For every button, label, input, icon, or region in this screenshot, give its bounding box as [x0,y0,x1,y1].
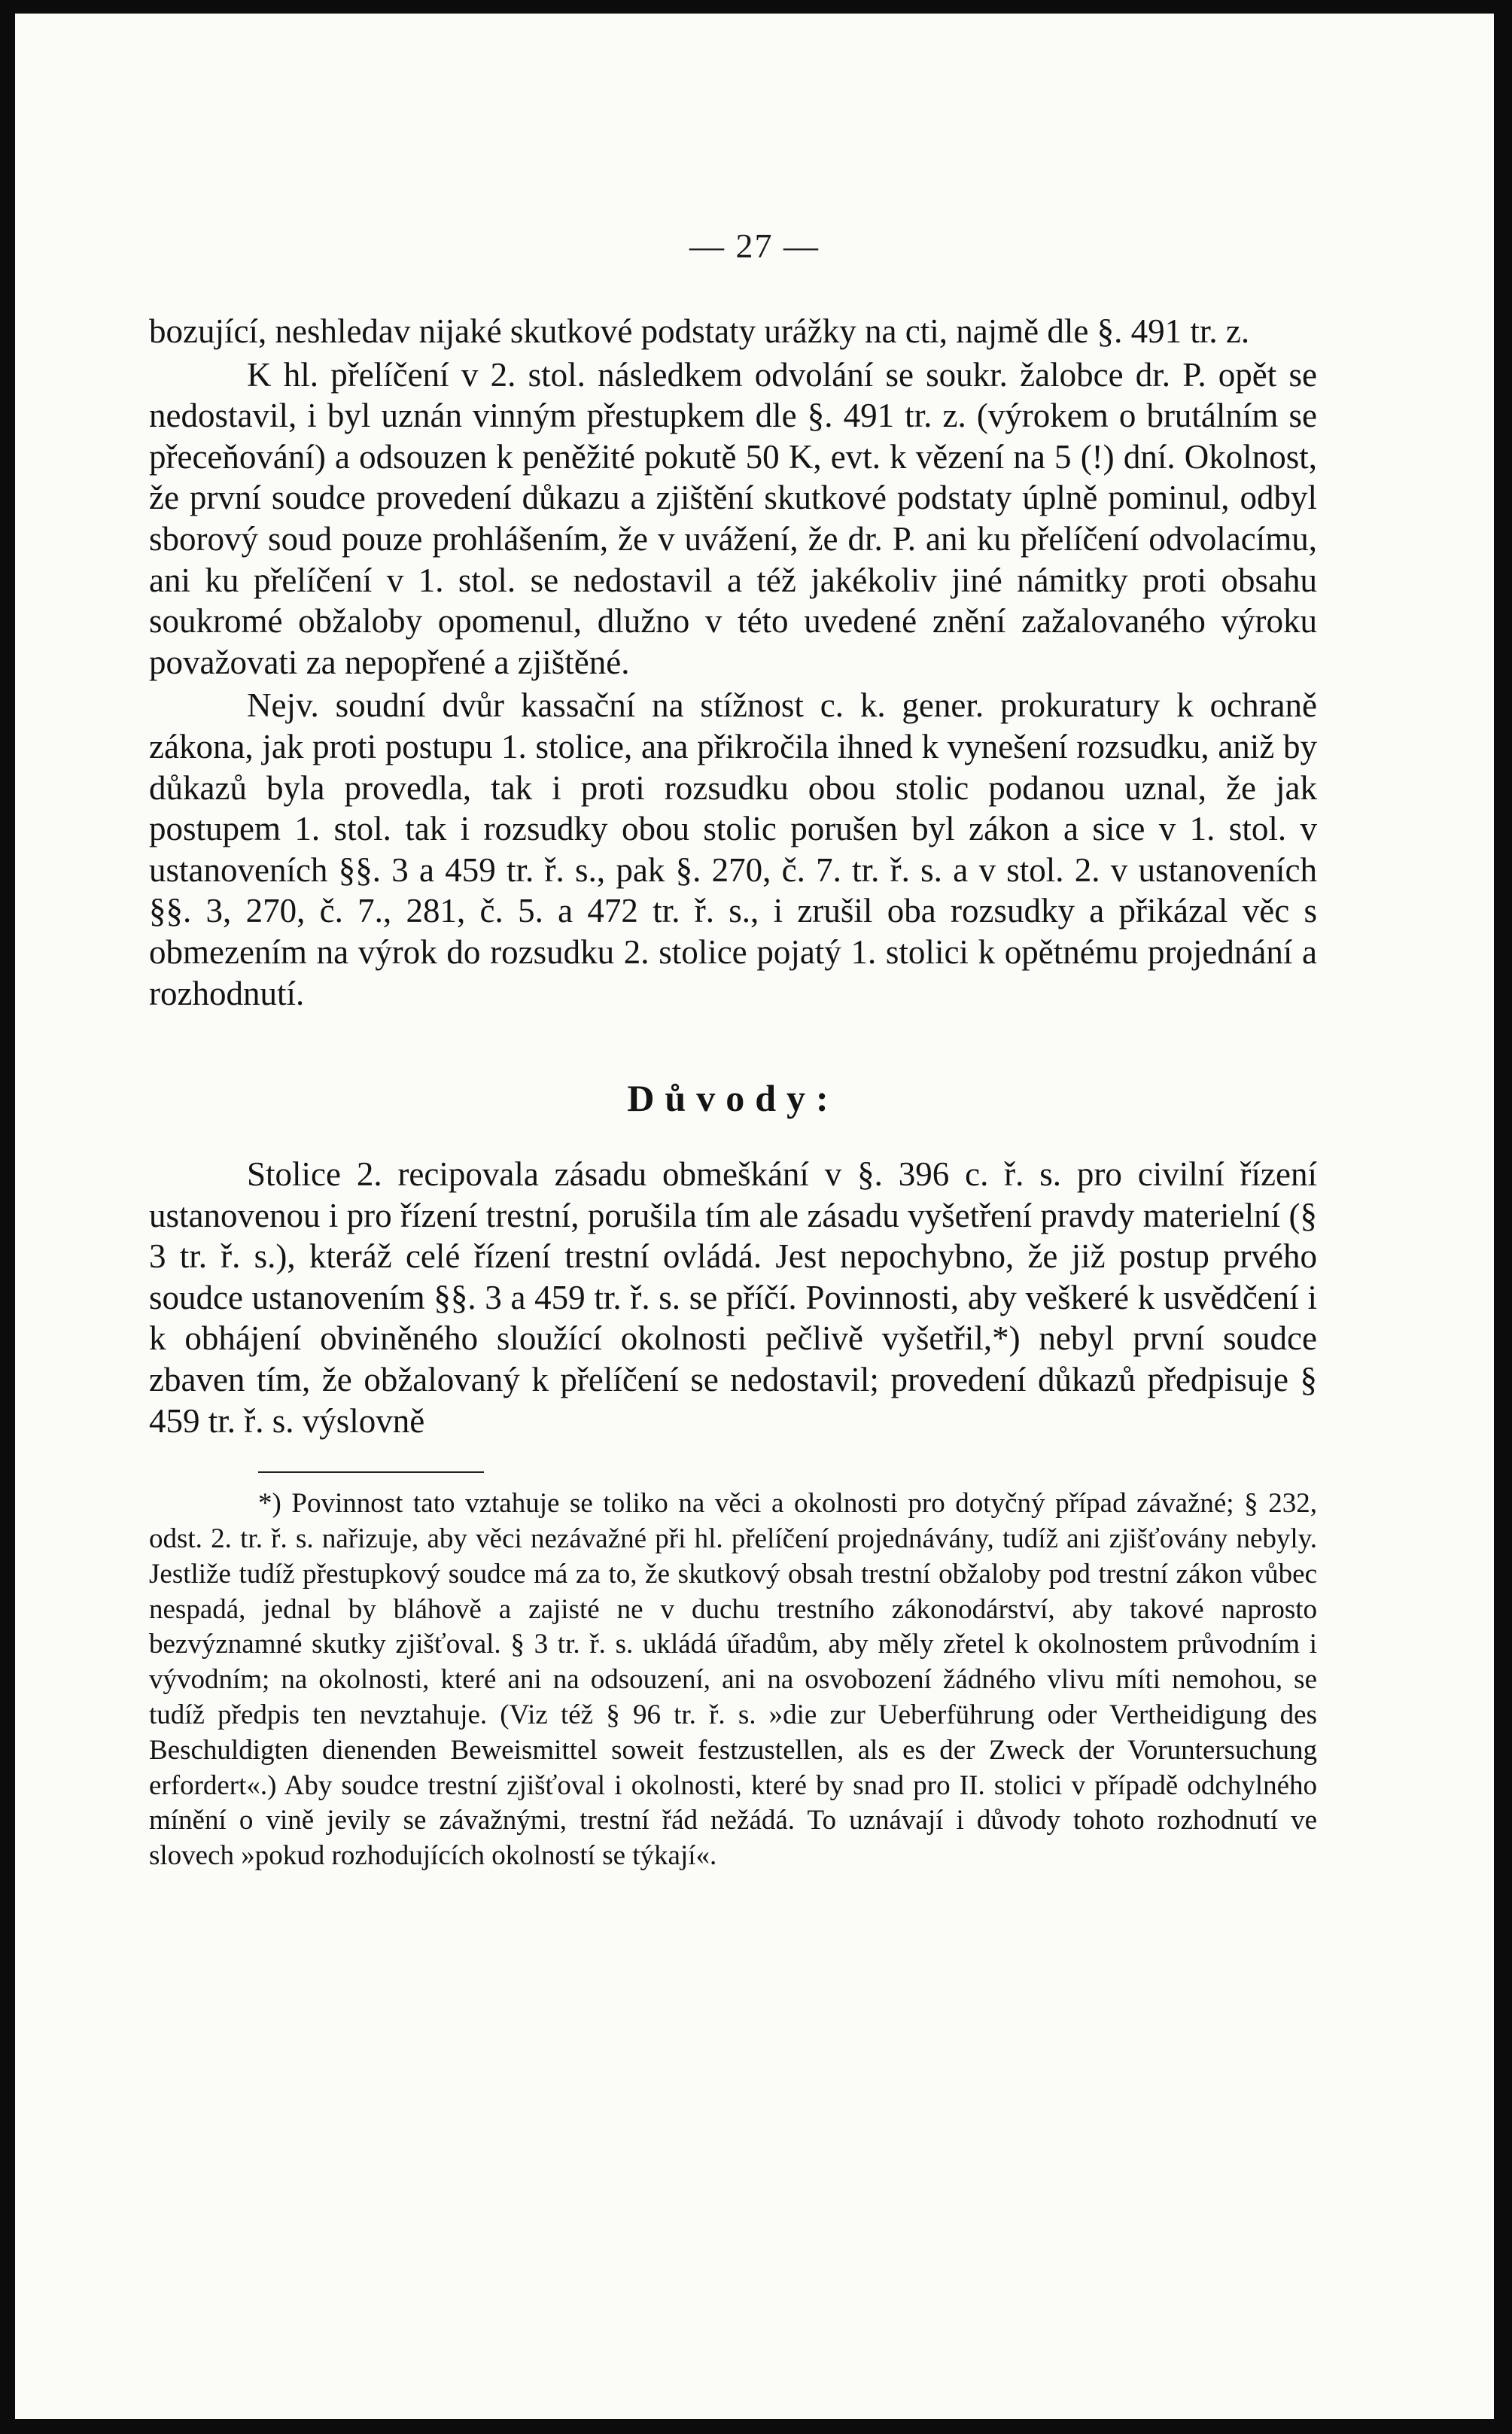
paragraph-court-decision: Nejv. soudní dvůr kassační na stížnost c. k. gener. prokuratury k ochraně zákona, jak proti postupu 1. stolice, ana přikročila ihned k vynešení rozsudku, aniž by důkazů byla provedla, tak i proti rozsudku obou stolic podanou uznal, že jak postupem 1. stol. tak i rozsudky obou stolic porušen byl zákon a sice v 1. stol. v ustanoveních §§. 3 a 459 tr. ř. s., pak §. 270, č. 7. tr. ř. s. a v stol. 2. v ustanoveních §§. 3, 270, č. 7., 281, č. 5. a 472 tr. ř. s., i zrušil oba rozsudky a přikázal věc s obmezením na výrok do rozsudku 2. stolice pojatý 1. stolici k opětnému projednání a rozhodnutí. [149,686,1317,1012]
paragraph-continuation: bozující, neshledav nijaké skutkové podstaty urážky na cti, najmě dle §. 491 tr. z. [149,312,1250,350]
paragraph-appeal-hearing: K hl. přelíčení v 2. stol. následkem odvolání se soukr. žalobce dr. P. opět se nedostavil, i byl uznán vinným přestupkem dle §. 491 tr. z. (výrokem o brutálním se přeceňování) a odsouzen k peněžité pokutě 50 K, evt. k vězení na 5 (!) dní. Okolnost, že první soudce provedení důkazu a zjištění skutkové podstaty úplně pominul, odbyl sborový soud pouze prohlášením, že v uvážení, že dr. P. ani ku přelíčení odvolacímu, ani ku přelíčení v 1. stol. se nedostavil a též jakékoliv jiné námitky proti obsahu soukromé obžaloby opomenul, dlužno v této uvedené znění zažalovaného výroku považovati za nepopřené a zjištěné. [149,355,1317,681]
document-page [15,14,1494,2419]
paragraph-reasons: Stolice 2. recipovala zásadu obmeškání v §. 396 c. ř. s. pro civilní řízení ustanovenou i pro řízení trestní, porušila tím ale zásadu vyšetření pravdy materielní (§ 3 tr. ř. s.), kteráž celé řízení trestní ovládá. Jest nepochybno, že již postup prvého soudce ustanovením §§. 3 a 459 tr. ř. s. se příčí. Povinnosti, aby veškeré k usvědčení i k obhájení obviněného sloužící okolnosti pečlivě vyšetřil,*) nebyl první soudce zbaven tím, že obžalovaný k přelíčení se nedostavil; provedení důkazů předpisuje § 459 tr. ř. s. výslovně [149,1155,1317,1440]
page-number: — 27 — [689,227,820,265]
body-text [149,311,1317,1874]
footnote-divider [258,1471,484,1473]
section-heading: Důvody: [627,1077,839,1120]
footnote: *) Povinnost tato vztahuje se toliko na věci a okolnosti pro dotyčný případ závažné; § 232, odst. 2. tr. ř. s. nařizuje, aby věci nezávažné při hl. přelíčení projednávány, tudíž ani zjišťovány nebyly. Jestliže tudíž přestupkový soudce má za to, že skutkový obsah trestní obžaloby pod trestní zákon vůbec nespadá, jednal by bláhově a zajisté ne v duchu trestního zákonodárství, aby takové naprosto bezvýznamné skutky zjišťoval. § 3 tr. ř. s. ukládá úřadům, aby měly zřetel k okolnostem průvodním i vývodním; na okolnosti, které ani na odsouzení, ani na osvobození žádného vlivu míti nemohou, se tudíž předpis ten nevztahuje. (Viz též § 96 tr. ř. s. »die zur Ueberführung oder Vertheidigung des Beschuldigten dienenden Beweismittel soweit festzustellen, als es der Zweck der Voruntersuchung erfordert«.) Aby soudce trestní zjišťoval i okolnosti, které by snad pro II. stolici v případě odchylného mínění o vině jevily se závažnými, trestní řád nežádá. To uznávají i důvody tohoto rozhodnutí ve slovech »pokud rozhodujících okolností se týkají«. [149,1488,1317,1872]
